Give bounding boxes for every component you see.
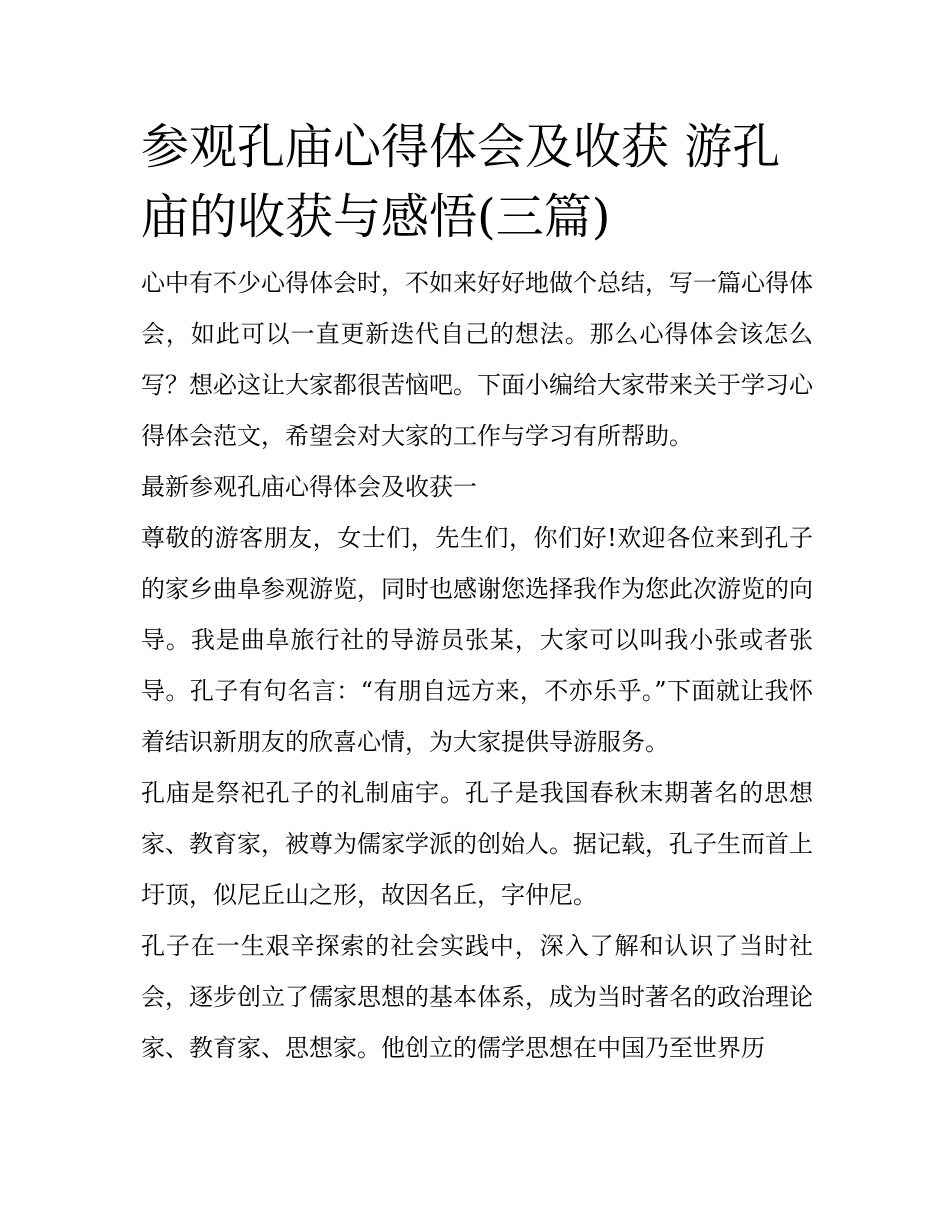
document-body	[141, 112, 813, 1074]
intro-paragraph: 心中有不少心得体会时，不如来好好地做个总结，写一篇心得体会，如此可以一直更新迭代自己的想法。那么心得体会该怎么写？想必这让大家都很苦恼吧。下面小编给大家带来关于学习心得体会范文，希望会对大家的工作与学习有所帮助。	[141, 269, 813, 450]
greeting-paragraph: 尊敬的游客朋友，女士们，先生们，你们好!欢迎各位来到孔子的家乡曲阜参观游览，同时也感谢您选择我作为您此次游览的向导。我是曲阜旅行社的导游员张某，大家可以叫我小张或者张导。孔子有句名言：“有朋自远方来，不亦乐乎。”下面就让我怀着结识新朋友的欣喜心情，为大家提供导游服务。	[141, 524, 813, 756]
temple-paragraph: 孔庙是祭祀孔子的礼制庙宇。孔子是我国春秋末期著名的思想家、教育家，被尊为儒家学派的创始人。据记载，孔子生而首上圩顶，似尼丘山之形，故因名丘，字仲尼。	[141, 779, 813, 909]
document-title: 参观孔庙心得体会及收获 游孔庙的收获与感悟(三篇)	[141, 119, 781, 245]
confucius-paragraph: 孔子在一生艰辛探索的社会实践中，深入了解和认识了当时社会，逐步创立了儒家思想的基本体系，成为当时著名的政治理论家、教育家、思想家。他创立的儒学思想在中国乃至世界历	[141, 932, 813, 1062]
section-heading: 最新参观孔庙心得体会及收获一	[141, 473, 477, 501]
